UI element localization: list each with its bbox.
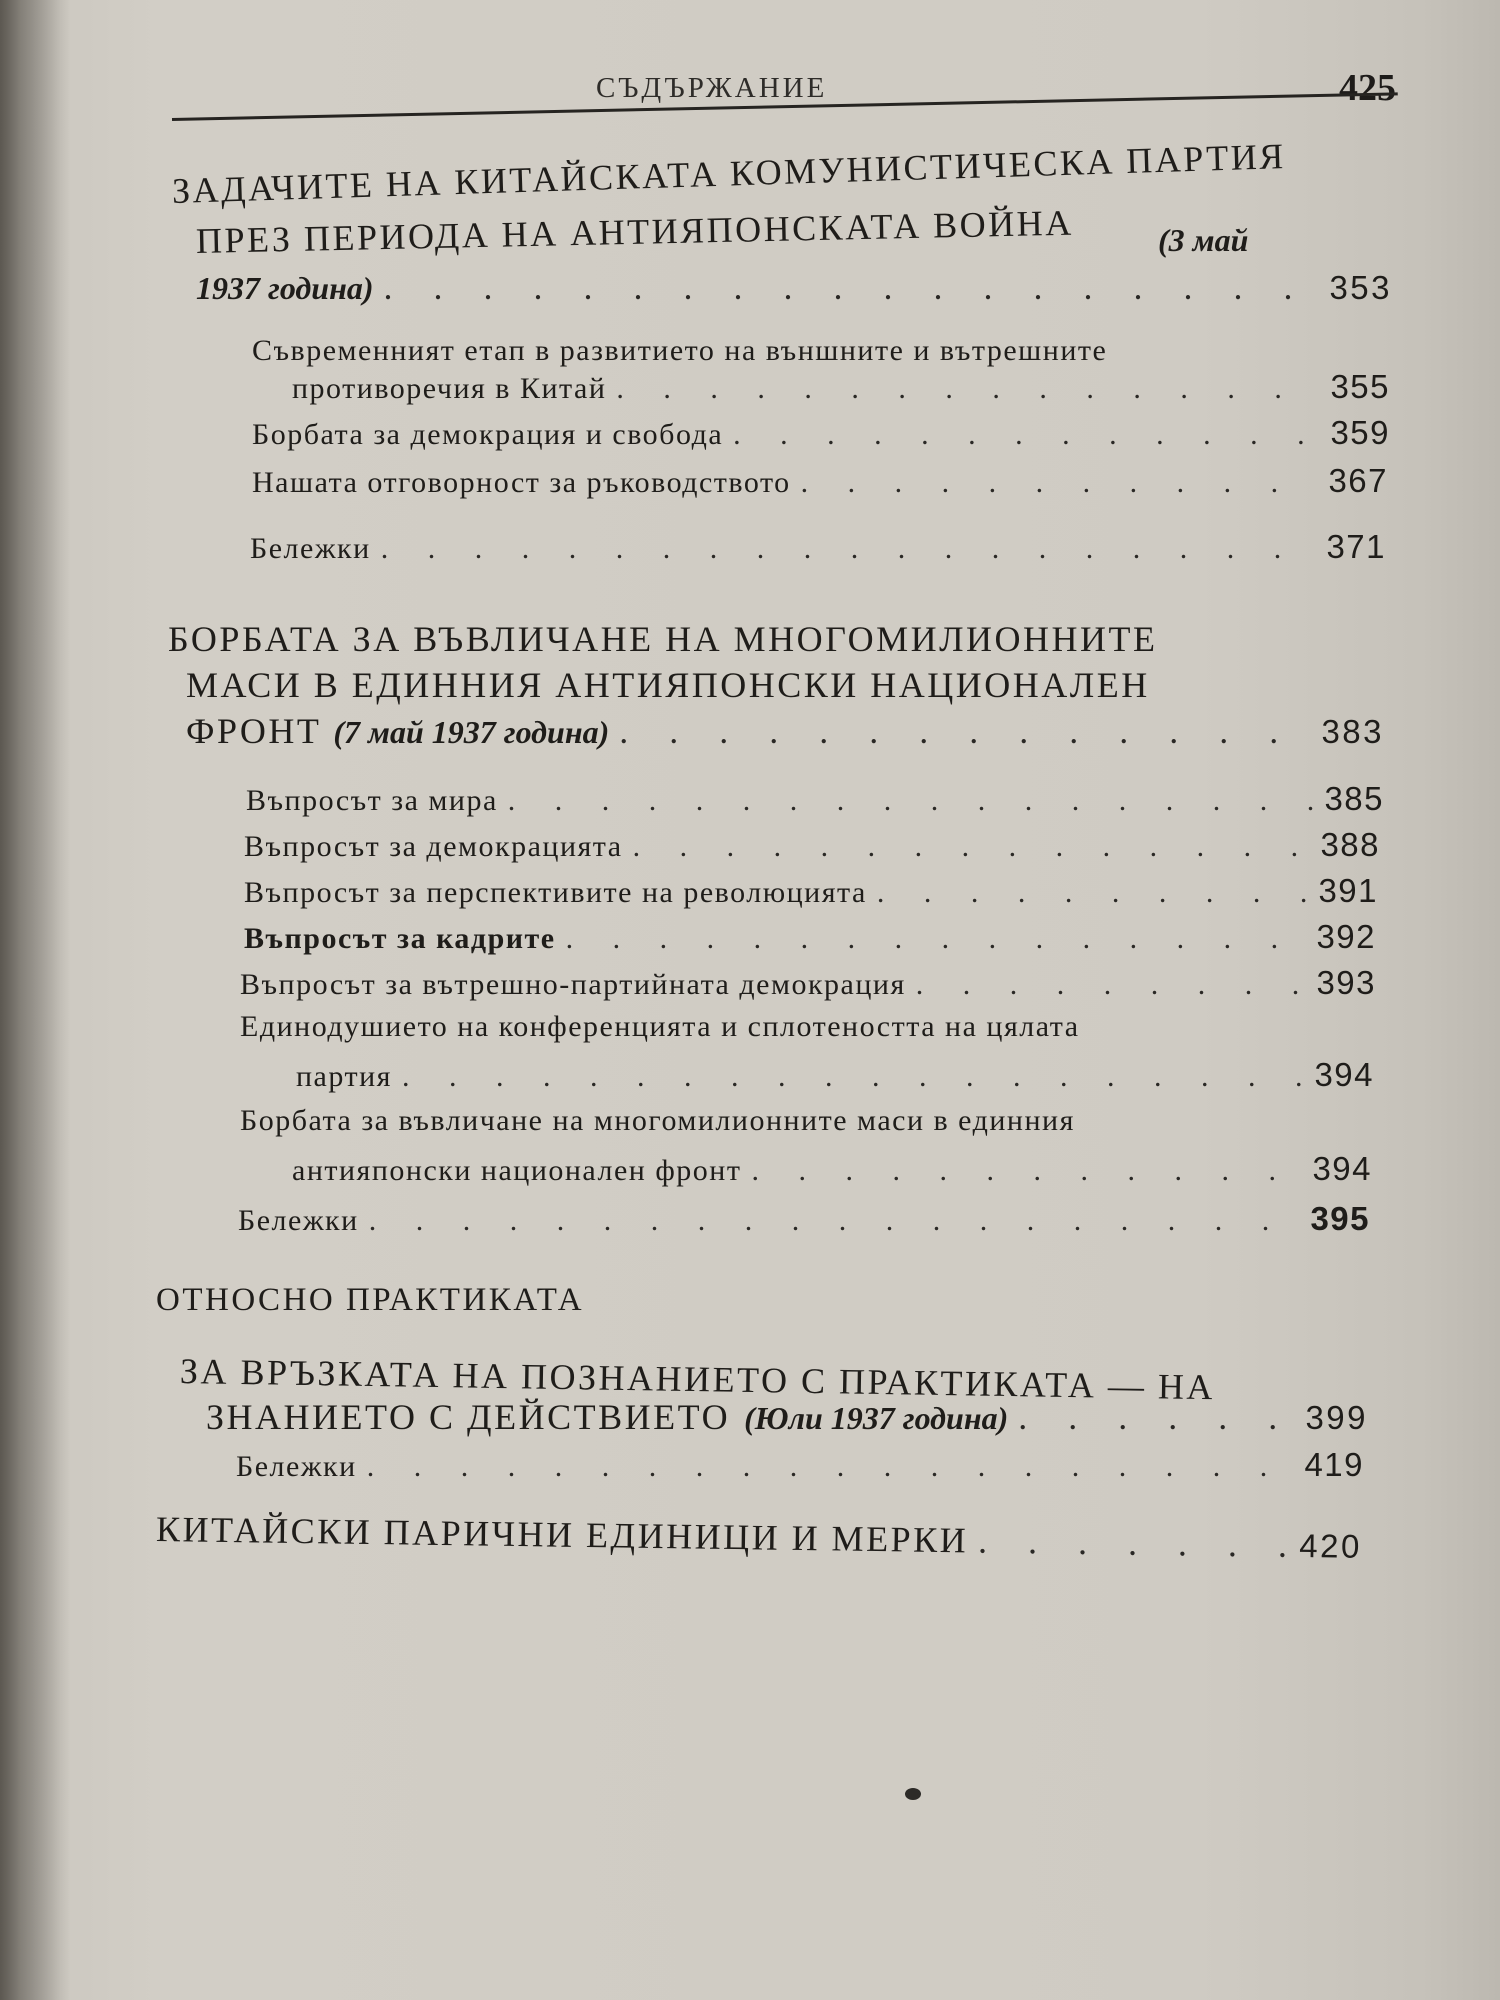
s2-entry-1 <box>246 780 1384 818</box>
s2-entry-3-text: Въпросът за перспективите на революцията <box>244 876 867 909</box>
leader-dots <box>733 418 1320 452</box>
s2-entry-7-line-2: антияпонски национален фронт <box>292 1154 742 1187</box>
s3-notes-text: Бележки <box>236 1450 357 1483</box>
section-4-title: КИТАЙСКИ ПАРИЧНИ ЕДИНИЦИ И МЕРКИ <box>155 1509 969 1561</box>
s1-entry-3-text: Нашата отговорност за ръководството <box>252 466 791 499</box>
section-1-page: 353 <box>1329 269 1392 306</box>
leader-dots <box>877 876 1309 910</box>
s2-entry-2-page: 388 <box>1320 826 1380 863</box>
section-3-title-line-2: ЗНАНИЕТО С ДЕЙСТВИЕТО <box>206 1397 731 1437</box>
s2-notes-text: Бележки <box>238 1204 359 1237</box>
s1-entry-3 <box>252 462 1388 500</box>
page-number: 425 <box>1339 67 1396 109</box>
leader-dots <box>616 372 1320 406</box>
s2-entry-4-text: Въпросът за кадрите <box>244 922 556 955</box>
leader-dots <box>566 922 1307 956</box>
leader-dots <box>801 466 1319 500</box>
s1-entry-1-line-2: противоречия в Китай <box>292 372 607 405</box>
section-3-page: 399 <box>1305 1399 1368 1436</box>
s2-entry-4-page: 392 <box>1316 918 1376 955</box>
s3-notes-page: 419 <box>1304 1446 1364 1483</box>
s1-entry-1 <box>292 368 1390 406</box>
s2-entry-6-line-2: партия <box>296 1060 392 1093</box>
leader-dots <box>369 1204 1301 1238</box>
section-1-date-a: (3 май <box>1158 222 1249 258</box>
s2-entry-5-page: 393 <box>1316 964 1376 1001</box>
section-1-title-line-1: ЗАДАЧИТЕ НА КИТАЙСКАТА КОМУНИСТИЧЕСКА ПАРТИЯ <box>171 136 1287 211</box>
section-4-page: 420 <box>1299 1526 1363 1565</box>
leader-dots <box>508 784 1315 818</box>
s2-entry-3-page: 391 <box>1318 872 1378 909</box>
s2-entry-5 <box>240 964 1376 1002</box>
s1-entry-2-text: Борбата за демокрация и свобода <box>252 418 724 451</box>
leader-dots <box>383 266 1319 308</box>
s1-entry-1-line-1: Съвременният етап в развитието на външните и вътрешните <box>252 334 1108 367</box>
s2-entry-5-text: Въпросът за вътрешно-партийната демокрация <box>240 968 906 1001</box>
section-2-title-line-3: ФРОНТ <box>186 711 322 751</box>
s1-entry-3-page: 367 <box>1328 462 1388 499</box>
ink-spot <box>905 1788 921 1800</box>
s2-entry-7-page: 394 <box>1312 1150 1372 1187</box>
s2-entry-6-line-1: Единодушието на конференцията и сплотеността на цялата <box>240 1010 1080 1043</box>
s2-entry-7-line-1: Борбата за въвличане на многомилионните маси в единния <box>240 1104 1075 1137</box>
leader-dots <box>402 1060 1304 1094</box>
s1-entry-1-page: 355 <box>1330 368 1390 405</box>
s2-notes-page: 395 <box>1310 1200 1370 1237</box>
leader-dots <box>978 1519 1290 1565</box>
s1-entry-2 <box>252 414 1390 452</box>
leader-dots <box>916 968 1307 1002</box>
s3-notes <box>236 1446 1364 1484</box>
s2-entry-2-text: Въпросът за демокрацията <box>244 830 623 863</box>
section-1-title-row <box>196 266 1392 308</box>
s2-entry-1-text: Въпросът за мира <box>246 784 498 817</box>
section-3-title-row <box>206 1396 1368 1438</box>
s2-entry-3 <box>244 872 1378 910</box>
section-3-title-line-1: ЗА ВРЪЗКАТА НА ПОЗНАНИЕТО С ПРАКТИКАТА — НА <box>179 1351 1216 1408</box>
s2-entry-2 <box>244 826 1380 864</box>
section-2-title-row <box>186 710 1384 752</box>
section-2-date: (7 май 1937 година) <box>333 714 610 750</box>
s2-entry-1-page: 385 <box>1324 780 1384 817</box>
section-1-date-b: 1937 година) <box>196 270 374 306</box>
section-3-date: (Юли 1937 година) <box>744 1400 1009 1436</box>
leader-dots <box>367 1450 1295 1484</box>
s2-entry-6-page: 394 <box>1314 1056 1374 1093</box>
section-2-title-line-2: МАСИ В ЕДИННИЯ АНТИЯПОНСКИ НАЦИОНАЛЕН <box>186 665 1150 705</box>
running-head: СЪДЪРЖАНИЕ <box>596 72 828 104</box>
section-2-title-line-1: БОРБАТА ЗА ВЪВЛИЧАНЕ НА МНОГОМИЛИОННИТЕ <box>168 619 1158 659</box>
s2-entry-6 <box>296 1056 1374 1094</box>
section-4-row <box>156 1508 1362 1567</box>
s2-notes <box>238 1200 1370 1238</box>
leader-dots <box>751 1154 1302 1188</box>
s2-entry-4 <box>244 918 1376 956</box>
s1-notes <box>250 528 1386 566</box>
s1-entry-2-page: 359 <box>1330 414 1390 451</box>
leader-dots <box>1018 1396 1295 1438</box>
section-2-page: 383 <box>1321 713 1384 750</box>
leader-dots <box>633 830 1311 864</box>
s1-notes-text: Бележки <box>250 532 371 565</box>
s1-notes-page: 371 <box>1326 528 1386 565</box>
section-1-title-line-2: ПРЕЗ ПЕРИОДА НА АНТИЯПОНСКАТА ВОЙНА <box>195 202 1075 261</box>
leader-dots <box>381 532 1317 566</box>
leader-dots <box>619 710 1311 752</box>
section-3-heading: ОТНОСНО ПРАКТИКАТА <box>156 1282 585 1318</box>
s2-entry-7 <box>292 1150 1372 1188</box>
